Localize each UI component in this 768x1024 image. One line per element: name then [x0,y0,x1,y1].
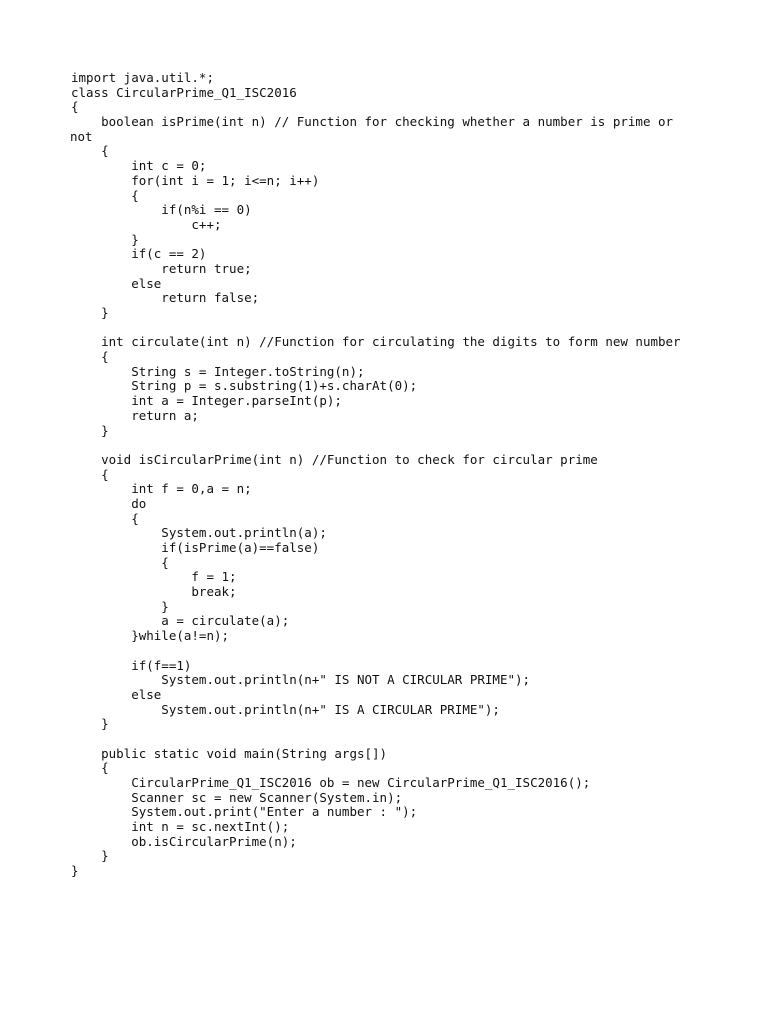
code-line: boolean isPrime(int n) // Function for checking whether a number is prime or [71,114,674,130]
code-line: import java.util.*; [71,70,214,85]
code-line: Scanner sc = new Scanner(System.in); [71,789,403,805]
code-line: f = 1; [71,569,237,585]
code-line: { [71,187,139,203]
code-line: return true; [71,260,252,276]
blank-line [71,644,711,659]
code-line: CircularPrime_Q1_ISC2016 ob = new CircularPrime_Q1_ISC2016(); [71,775,591,790]
code-line: int c = 0; [71,158,207,174]
code-line: else [71,686,162,702]
blank-line [71,321,711,336]
code-line: { [71,760,109,776]
code-line: if(n%i == 0) [71,202,252,218]
blank-line [71,438,711,453]
code-line: System.out.println(a); [71,525,327,541]
code-line: } [71,848,109,864]
code-line: } [71,231,139,247]
code-line: { [71,349,109,365]
blank-line [71,732,711,747]
code-line: int a = Integer.parseInt(p); [71,393,342,409]
code-line: } [71,422,109,438]
code-line: String s = Integer.toString(n); [71,363,365,379]
code-line: do [71,495,147,511]
code-line: if(isPrime(a)==false) [71,540,320,555]
code-line: { [71,99,79,115]
code-line: return a; [71,407,199,423]
code-line-wrapped: not [70,128,93,144]
code-listing [71,71,711,879]
code-line: for(int i = 1; i<=n; i++) [71,172,320,188]
code-line: return false; [71,290,260,306]
code-line: break; [71,584,237,600]
code-line: { [71,466,109,482]
code-line: } [71,863,79,879]
code-line: public static void main(String args[]) [71,745,388,761]
code-line: if(c == 2) [71,246,207,262]
code-line: int circulate(int n) //Function for circulating the digits to form new number [71,334,681,350]
code-line: int n = sc.nextInt(); [71,819,290,835]
code-line: } [71,305,109,320]
code-line: int f = 0,a = n; [71,481,252,497]
code-line: } [71,716,109,732]
code-line: System.out.print("Enter a number : "); [71,804,418,820]
code-line: ob.isCircularPrime(n); [71,833,297,849]
code-line: { [71,554,169,570]
code-line: { [71,143,109,159]
code-line: class CircularPrime_Q1_ISC2016 [71,84,297,100]
code-line: void isCircularPrime(int n) //Function to check for circular prime [71,451,598,467]
code-line: else [71,275,162,291]
code-line: c++; [71,216,222,232]
code-line: } [71,598,169,614]
code-line: a = circulate(a); [71,613,290,629]
code-line: System.out.println(n+" IS NOT A CIRCULAR PRIME"); [71,672,531,688]
code-line: String p = s.substring(1)+s.charAt(0); [71,378,418,394]
code-line: { [71,510,139,526]
code-line: if(f==1) [71,657,192,673]
code-line: }while(a!=n); [71,628,230,644]
code-line: System.out.println(n+" IS A CIRCULAR PRIME"); [71,701,500,717]
